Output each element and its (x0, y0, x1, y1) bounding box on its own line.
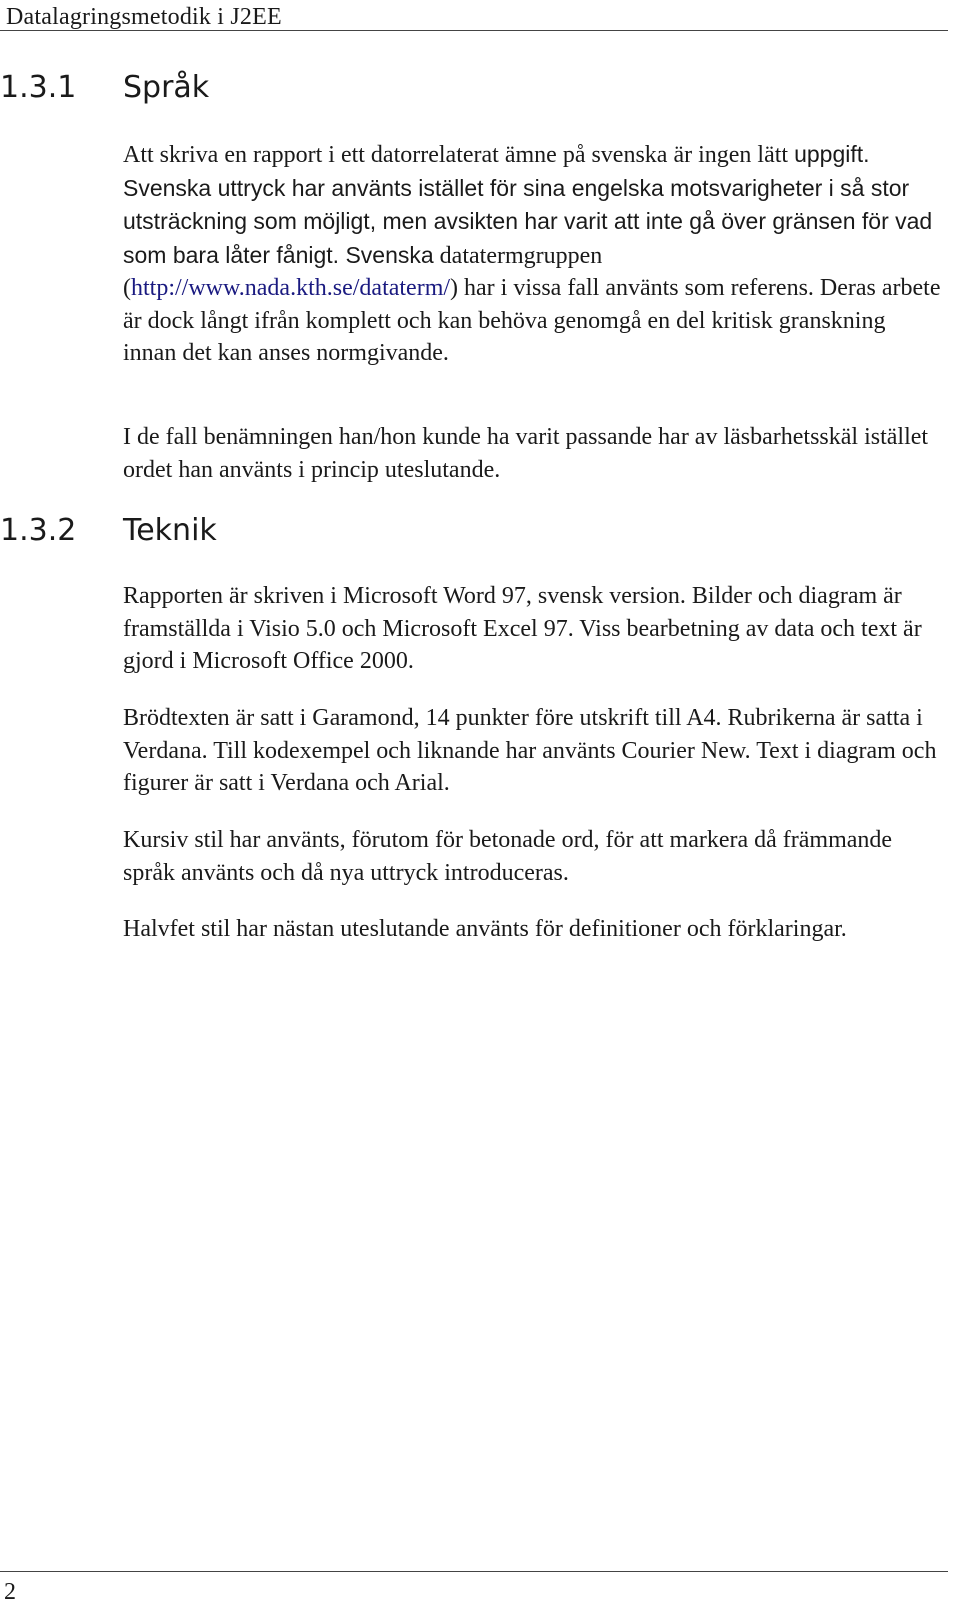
paragraph-sprak-2: I de fall benämningen han/hon kunde ha varit passande har av läsbarhetsskäl istället ordet han använts i princip uteslutande. (123, 424, 929, 483)
paragraph-teknik-3: Kursiv stil har använts, förutom för betonade ord, för att markera då främmande språk använts och då nya uttryck introduceras. (123, 827, 893, 886)
running-header: Datalagringsmetodik i J2EE (6, 4, 282, 30)
section-number: 1.3.2 (0, 513, 77, 548)
paragraph-text: ) har i vissa fall använts som referens. Deras arbete är dock långt ifrån komplett och kan behöva genomgå en del kritisk granskning innan det kan anses normgivande. (123, 275, 941, 366)
section-title: Teknik (123, 513, 217, 548)
section-number: 1.3.1 (0, 70, 77, 105)
paragraph-text: datatermgruppen ( (123, 242, 603, 301)
page-number: 2 (4, 1579, 16, 1605)
section-heading-sprak (0, 68, 209, 108)
footer-divider (0, 1571, 948, 1572)
paragraph-teknik-2: Brödtexten är satt i Garamond, 14 punkter före utskrift till A4. Rubrikerna är satta i Verdana. Till kodexempel och liknande har använts Courier New. Text i diagram och figurer är satt i Verdana och Arial. (123, 705, 937, 796)
paragraph-teknik-4: Halvfet stil har nästan uteslutande använts för definitioner och förklaringar. (123, 916, 847, 942)
header-divider (0, 30, 948, 31)
dataterm-link[interactable]: http://www.nada.kth.se/dataterm/ (131, 275, 451, 301)
section-title: Språk (123, 70, 210, 105)
paragraph-sprak-1 (123, 138, 943, 370)
paragraph-text-sans: uppgift. Svenska uttryck har använts istället för sina engelska motsvarigheter i så stor utsträckning som möjligt, men avsikten har varit att inte gå över gränsen för vad som bara låter fånigt. Svenska (123, 141, 933, 268)
paragraph-text: Att skriva en rapport i ett datorrelaterat ämne på svenska är ingen lätt (123, 142, 789, 168)
section-heading-teknik (0, 511, 217, 551)
paragraph-teknik-1: Rapporten är skriven i Microsoft Word 97, svensk version. Bilder och diagram är framställda i Visio 5.0 och Microsoft Excel 97. Viss bearbetning av data och text är gjord i Microsoft Office 2000. (123, 583, 922, 674)
